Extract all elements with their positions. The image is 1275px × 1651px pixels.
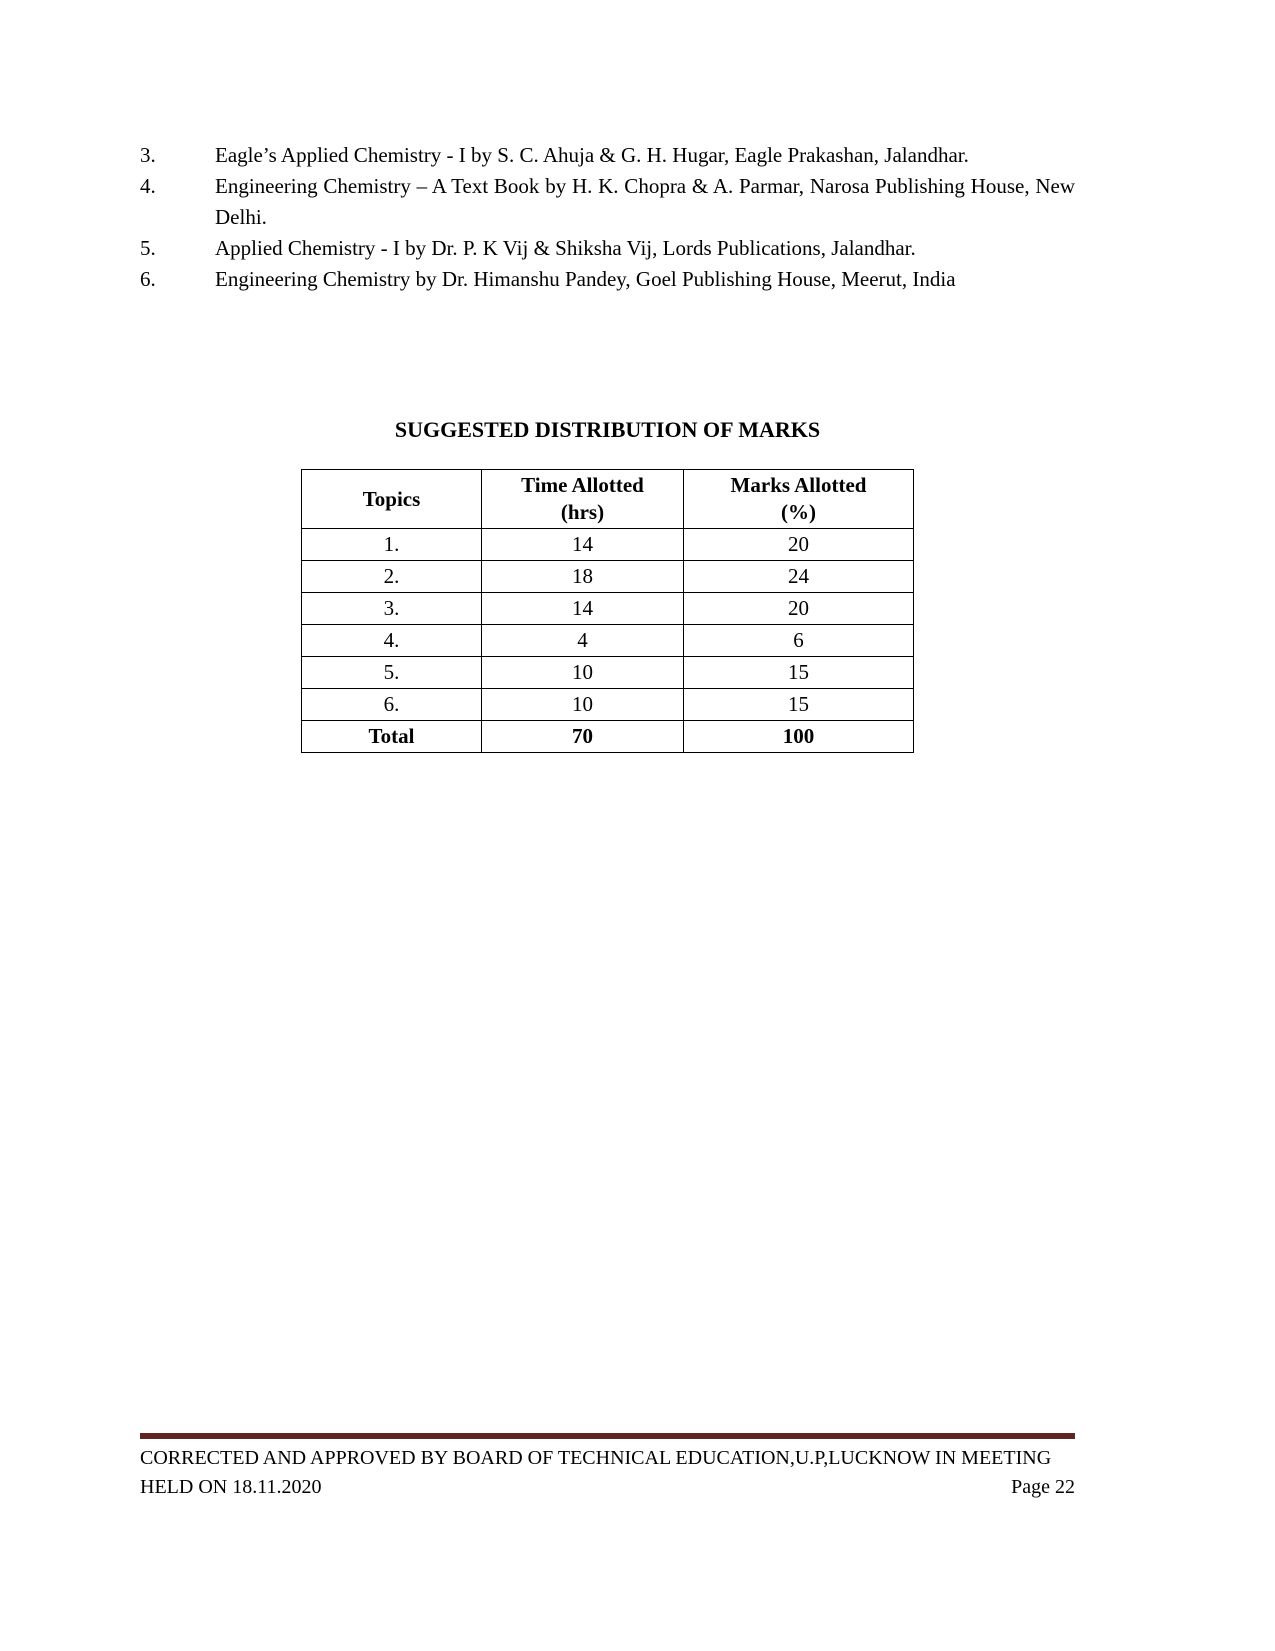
table-row: [302, 529, 914, 561]
table-total-row: [302, 721, 914, 753]
list-item-text: Applied Chemistry - I by Dr. P. K Vij & Shiksha Vij, Lords Publications, Jalandhar.: [215, 236, 916, 260]
marks-cell: 15: [684, 657, 914, 689]
topic-cell: 3.: [302, 593, 482, 625]
column-header-label: Marks Allotted: [730, 473, 867, 497]
topic-cell: 5.: [302, 657, 482, 689]
time-cell: 14: [482, 529, 684, 561]
list-item-number: 4.: [140, 174, 156, 198]
column-header-time-allotted: [482, 470, 684, 529]
time-cell: 70: [482, 721, 684, 753]
footer-approval-line1: CORRECTED AND APPROVED BY BOARD OF TECHNICAL EDUCATION,U.P,LUCKNOW IN MEETING: [140, 1447, 1052, 1469]
table-header-row: [302, 470, 914, 529]
table-row: [302, 689, 914, 721]
marks-cell: 20: [684, 593, 914, 625]
page-number: Page 22: [1011, 1476, 1075, 1498]
column-header-label: Time Allotted: [521, 473, 644, 497]
time-cell: 4: [482, 625, 684, 657]
topic-cell: 1.: [302, 529, 482, 561]
list-item-text: Eagle’s Applied Chemistry - I by S. C. Ahuja & G. H. Hugar, Eagle Prakashan, Jalandhar.: [215, 143, 969, 167]
list-item: [140, 264, 1075, 295]
column-header-sublabel: (hrs): [560, 500, 605, 524]
list-item-number: 5.: [140, 236, 156, 260]
topic-cell: Total: [302, 721, 482, 753]
time-cell: 18: [482, 561, 684, 593]
list-item: [140, 233, 1075, 264]
time-cell: 10: [482, 689, 684, 721]
list-item-number: 3.: [140, 143, 156, 167]
list-item: [140, 171, 1075, 233]
marks-cell: 24: [684, 561, 914, 593]
reference-list: [140, 0, 1075, 295]
time-cell: 14: [482, 593, 684, 625]
time-cell: 10: [482, 657, 684, 689]
page-footer: [140, 1433, 1075, 1502]
section-title: SUGGESTED DISTRIBUTION OF MARKS: [394, 417, 821, 442]
table-row: [302, 593, 914, 625]
marks-cell: 6: [684, 625, 914, 657]
footer-approval-line2: HELD ON 18.11.2020: [140, 1476, 322, 1498]
list-item: [140, 140, 1075, 171]
marks-distribution-table: [301, 469, 914, 753]
table-row: [302, 625, 914, 657]
list-item-text: Engineering Chemistry by Dr. Himanshu Pandey, Goel Publishing House, Meerut, India: [215, 267, 956, 291]
list-item-number: 6.: [140, 267, 156, 291]
list-item-text: Engineering Chemistry – A Text Book by H. K. Chopra & A. Parmar, Narosa Publishing House, New Delhi.: [215, 174, 1075, 229]
column-header-marks-allotted: [684, 470, 914, 529]
topic-cell: 2.: [302, 561, 482, 593]
marks-cell: 100: [684, 721, 914, 753]
footer-divider: [140, 1433, 1075, 1439]
column-header-label: Topics: [362, 486, 421, 511]
column-header-topics: [302, 470, 482, 529]
column-header-sublabel: (%): [781, 500, 816, 524]
marks-cell: 20: [684, 529, 914, 561]
table-row: [302, 561, 914, 593]
page-content: [140, 0, 1075, 753]
topic-cell: 6.: [302, 689, 482, 721]
topic-cell: 4.: [302, 625, 482, 657]
table-row: [302, 657, 914, 689]
marks-cell: 15: [684, 689, 914, 721]
